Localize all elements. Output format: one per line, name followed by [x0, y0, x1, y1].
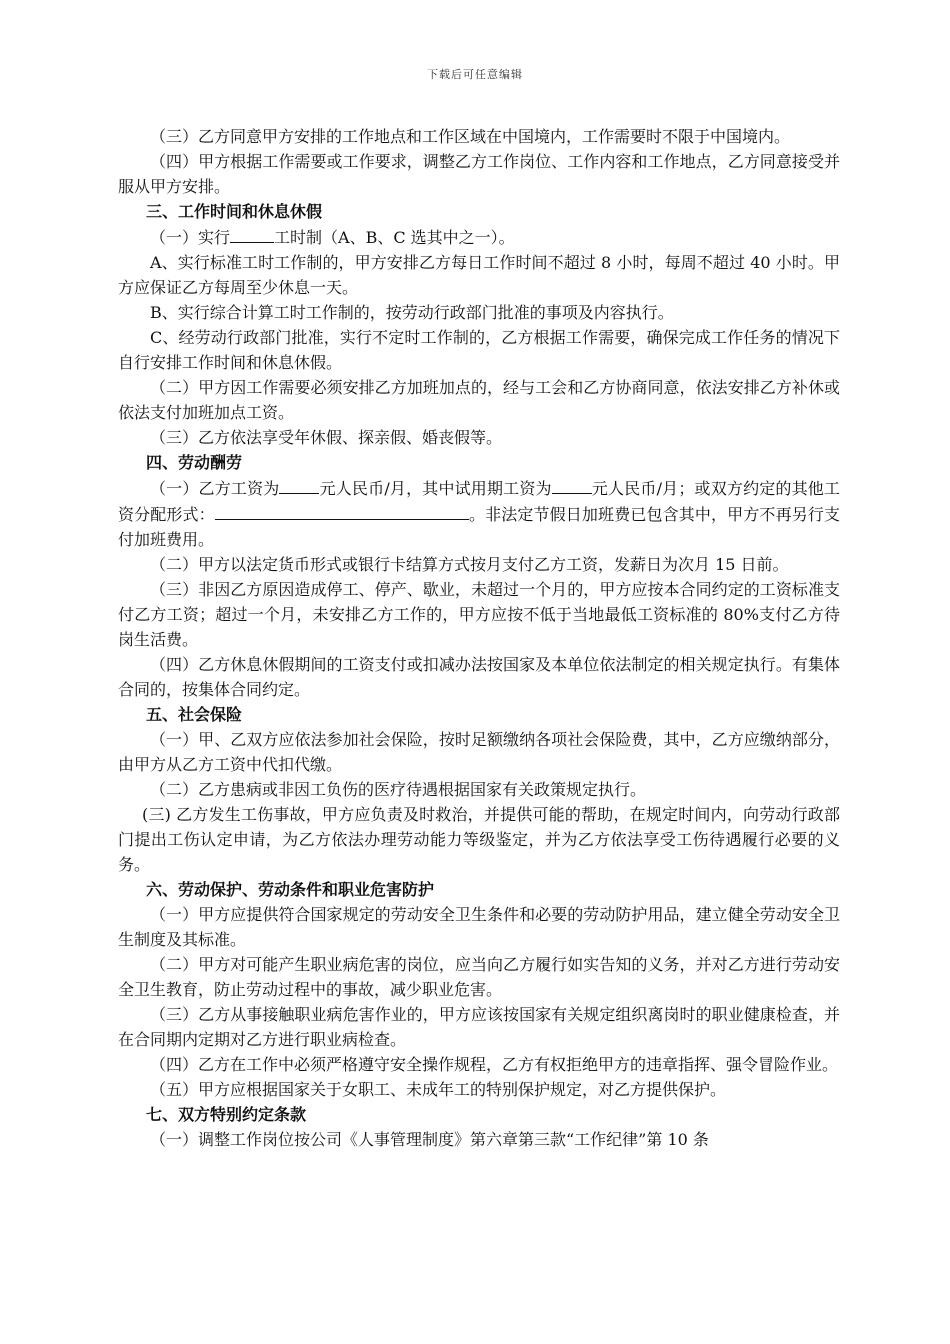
text-fragment: 。非法定节假日加班费已包含其中，甲方不再另行支付加班费用。 [118, 505, 840, 549]
paragraph: （二）乙方患病或非因工负伤的医疗待遇根据国家有关政策规定执行。 [150, 780, 647, 799]
paragraph: （一）甲方应提供符合国家规定的劳动安全卫生条件和必要的劳动防护用品，建立健全劳动安全卫生制度及其标准。 [118, 905, 840, 949]
text-fragment: 元人民币/月；或双方约定的其他工资分配形式： [118, 479, 840, 524]
paragraph: （二）甲方因工作需要必须安排乙方加班加点的，经与工会和乙方协商同意，依法安排乙方补休或依法支付加班加点工资。 [118, 378, 840, 422]
paragraph: A、实行标准工时工作制的，甲方安排乙方每日工作时间不超过 8 小时，每周不超过 40 小时。甲方应保证乙方每周至少休息一天。 [118, 253, 840, 297]
document-body [118, 124, 840, 1152]
paragraph: （三）非因乙方原因造成停工、停产、歇业，未超过一个月的，甲方应按本合同约定的工资标准支付乙方工资；超过一个月，未安排乙方工作的，甲方应按不低于当地最低工资标准的 80%支付乙方待岗生活费。 [118, 580, 840, 649]
paragraph: （四）乙方在工作中必须严格遵守安全操作规程，乙方有权拒绝甲方的违章指挥、强令冒险作业。 [150, 1055, 839, 1074]
text-fragment: 工时制（A、B、C 选其中之一）。 [274, 228, 515, 247]
text-fragment: （一）实行 [150, 228, 231, 247]
paragraph: （三）乙方依法享受年休假、探亲假、婚丧假等。 [150, 428, 503, 447]
paragraph [118, 224, 840, 250]
paragraph: B、实行综合计算工时工作制的，按劳动行政部门批准的事项及内容执行。 [150, 303, 674, 322]
section-heading: 七、双方特别约定条款 [146, 1105, 307, 1124]
fill-in-blank [279, 475, 319, 494]
paragraph: （一）甲、乙双方应依法参加社会保险，按时足额缴纳各项社会保险费，其中，乙方应缴纳部分，由甲方从乙方工资中代扣代缴。 [118, 730, 840, 774]
fill-in-blank [552, 475, 592, 494]
paragraph: （一）调整工作岗位按公司《人事管理制度》第六章第三款“工作纪律”第 10 条 [150, 1130, 709, 1149]
paragraph: （二）甲方对可能产生职业病危害的岗位，应当向乙方履行如实告知的义务，并对乙方进行劳动安全卫生教育，防止劳动过程中的事故，减少职业危害。 [118, 955, 840, 999]
section-heading: 五、社会保险 [146, 705, 243, 724]
paragraph [118, 475, 840, 552]
paragraph: （四）乙方休息休假期间的工资支付或扣减办法按国家及本单位依法制定的相关规定执行。有集体合同的，按集体合同约定。 [118, 655, 840, 699]
section-heading: 三、工作时间和休息休假 [146, 202, 323, 221]
paragraph: （二）甲方以法定货币形式或银行卡结算方式按月支付乙方工资，发薪日为次月 15 日前。 [150, 555, 789, 574]
section-heading: 六、劳动保护、劳动条件和职业危害防护 [146, 880, 435, 899]
paragraph: （四）甲方根据工作需要或工作要求，调整乙方工作岗位、工作内容和工作地点，乙方同意接受并服从甲方安排。 [118, 152, 840, 196]
header-note: 下载后可任意编辑 [427, 68, 523, 81]
text-fragment: （一）乙方工资为 [150, 479, 280, 498]
paragraph: （三）乙方从事接触职业病危害作业的，甲方应该按国家有关规定组织离岗时的职业健康检查，并在合同期内定期对乙方进行职业病检查。 [118, 1005, 840, 1049]
paragraph: (三) 乙方发生工伤事故，甲方应负责及时救治，并提供可能的帮助，在规定时间内，向劳动行政部门提出工伤认定申请，为乙方依法办理劳动能力等级鉴定，并为乙方依法享受工伤待遇履行必要的义务。 [118, 805, 840, 874]
paragraph: （三）乙方同意甲方安排的工作地点和工作区域在中国境内，工作需要时不限于中国境内。 [150, 127, 791, 146]
text-fragment: 元人民币/月，其中试用期工资为 [319, 479, 552, 498]
paragraph: （五）甲方应根据国家关于女职工、未成年工的特别保护规定，对乙方提供保护。 [150, 1080, 727, 1099]
fill-in-blank [215, 501, 469, 520]
fill-in-blank [230, 224, 274, 243]
paragraph: C、经劳动行政部门批准，实行不定时工作制的，乙方根据工作需要，确保完成工作任务的情况下自行安排工作时间和休息休假。 [118, 328, 840, 372]
section-heading: 四、劳动酬劳 [146, 453, 243, 472]
